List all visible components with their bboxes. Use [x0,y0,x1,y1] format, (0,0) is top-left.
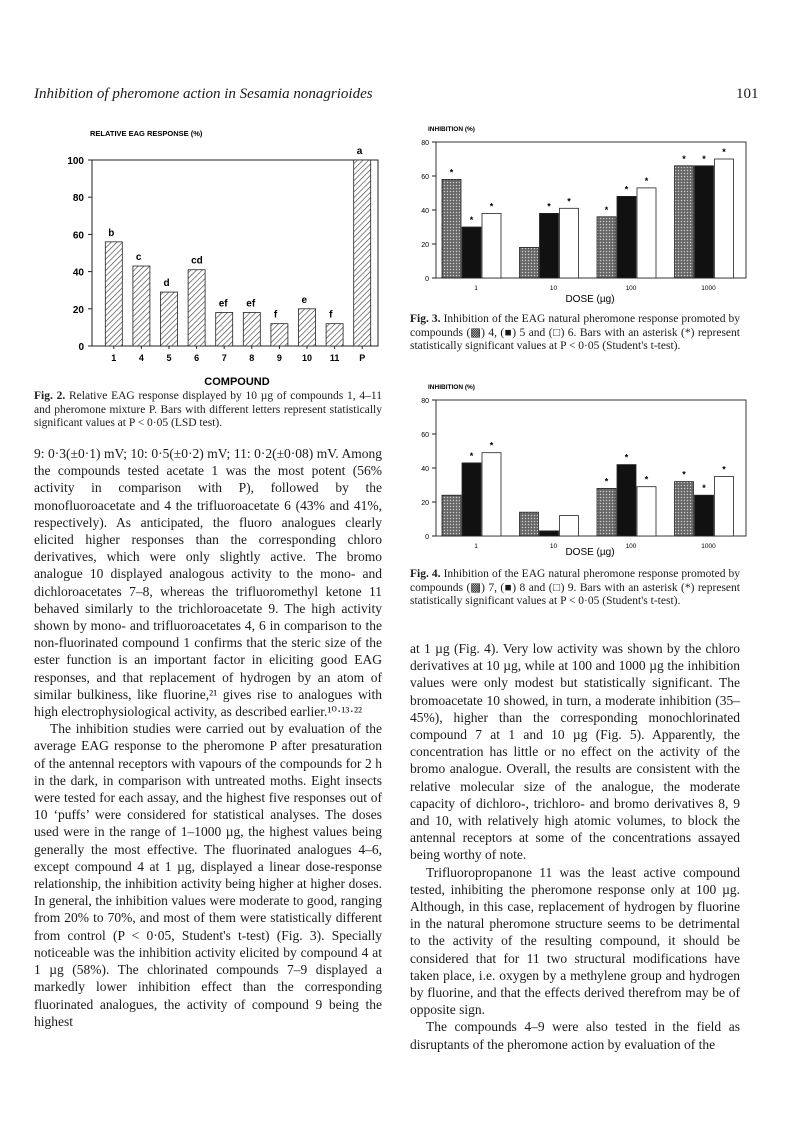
fig2-xtick-label: 9 [276,353,282,363]
fig4-xtick-label: 10 [549,543,558,550]
fig3-bar [597,217,616,278]
fig4-xtick-label: 100 [625,543,637,550]
fig2-bar [161,292,178,346]
fig2-bar [243,313,260,346]
fig4-ytick-label: 0 [425,534,429,541]
fig2-ytick-label: 0 [78,342,84,353]
fig4-significance-asterisk: * [469,450,474,461]
fig4-bar [695,495,714,536]
fig2-xtick-label: 8 [249,353,255,363]
fig2-xtick-label: P [359,353,366,363]
figure-4-chart [408,380,748,560]
fig2-bar-letter: c [135,252,142,264]
fig2-caption-label: Fig. 2. [34,390,66,402]
fig4-xlabel: DOSE (µg) [565,547,615,558]
fig4-ytick-label: 40 [421,466,429,473]
fig3-bar [617,196,636,278]
fig4-ylabel: INHIBITION (%) [428,384,475,391]
fig2-ytick-label: 60 [72,230,84,242]
fig2-bar-letter: e [301,294,308,306]
fig3-bar [520,247,539,278]
left-paragraph-1: 9: 0·3(±0·1) mV; 10: 0·5(±0·2) mV; 11: 0·2(±0·08) mV. Among the compounds tested acetate 1 was the most potent (56% activity in comparison with P), followed by the monofluoroacetate and 4 the trifluoroacetate 6 (43% and 41%, respectively). As anticipated, the fluoro analogues clearly elicited higher responses than the corresponding chloro derivatives, which were only slightly active. The bromo analogue 10 displayed analogous activity to the mono- and dichloroacetates 7–8, whereas the trifluoromethyl ketone 11 behaved similarly to the trichloroacetate 9. The high activity shown by mono- and trifluoroacetates 4, 6 in comparison to the non-fluorinated compound 1 confirms that the steric size of the ester function is an important factor in eliciting good EAG responses, and that replacement of hydrogen by an atom of similar bulkiness, like fluorine,²¹ gives rise to analogues with high electrophysiological activity, as described earlier.¹⁰·¹³·²² [34,446,382,720]
fig3-significance-asterisk: * [469,215,474,225]
fig4-significance-asterisk: * [624,452,629,463]
fig3-bar [462,227,481,278]
fig3-significance-asterisk: * [722,147,726,157]
fig4-significance-asterisk: * [489,440,494,451]
fig2-bar-letter: a [356,146,363,157]
figure-3-chart [408,122,748,307]
fig2-xtick-label: 6 [194,353,200,363]
fig4-bar [520,512,539,536]
fig2-bar [354,160,371,346]
fig3-caption-text: Inhibition of the EAG natural pheromone response promoted by compounds (▩) 4, (■) 5 and (□) 6. Bars with an asterisk (*) represent statistically significant values at P < 0·05 (Student's t-test). [410,313,740,352]
fig2-xtick-label: 4 [138,353,144,363]
running-title: Inhibition of pheromone action in Sesamia nonagrioides [34,86,373,102]
fig3-ytick-label: 20 [421,242,429,249]
fig2-xtick-label: 1 [111,353,117,363]
fig2-caption-text: Relative EAG response displayed by 10 µg of compounds 1, 4–11 and pheromone mixture P. Bars with different letters represent statistically significant values at P < 0·05 (LSD test). [34,390,382,429]
fig2-xtick-label: 11 [329,353,340,363]
fig2-bar [299,309,316,346]
fig4-bar [482,453,501,536]
fig4-bar [637,487,656,536]
fig4-significance-asterisk: * [644,474,649,485]
fig3-xtick-label: 100 [625,285,637,292]
fig3-significance-asterisk: * [624,184,629,195]
fig3-significance-asterisk: * [489,201,494,212]
fig3-bar [540,213,559,278]
right-paragraph-1: at 1 µg (Fig. 4). Very low activity was shown by the chloro derivatives at 10 µg, while at 100 and 1000 µg the inhibition values were only modest but statistically significant. The bromoacetate 10 showed, in turn, a moderate inhibition (35–45%), higher than the corresponding monochlorinated compound 7 at 1 and 10 µg (Fig. 5). Apparently, the concentration has little or no effect on the activity of the bromo analogue. Overall, the results are consistent with the relative molecular size of the analogue, the moderate capacity of dichloro-, trichloro- and bromo derivatives 8, 9 and 10, with relatively high atomic volumes, to block the antennal receptors at some of the concentrations assayed being worthy of note. [410,641,740,863]
fig2-xlabel: COMPOUND [204,376,270,388]
fig4-xtick-label: 1 [474,543,478,550]
fig2-ytick-label: 80 [72,193,84,205]
fig3-significance-asterisk: * [682,153,686,164]
fig2-bar-letter: f [329,309,333,321]
fig2-bar [133,266,150,346]
fig4-bar [560,516,579,536]
left-paragraph-2: The inhibition studies were carried out by evaluation of the average EAG response to the pheromone P after presaturation of the antennal receptors with vapours of the compounds for 2 h in the dark, in comparison with untreated moths. Eight insects were tested for each assay, and the highest five responses out of 10 ‘puffs’ were considered for statistical analyses. The doses used were in the range of 1–1000 µg, the highest values being generally the most effective. The fluorinated analogues 4–6, except compound 4 at 1 µg, displayed a linear dose-response relationship, the inhibition activity being higher at higher doses. In general, the inhibition values were moderate to good, ranging from 20% to 70%, and most of them were statistically different from control (P < 0·05, Student's t-test) (Fig. 3). Specially noticeable was the inhibition activity elicited by compound 4 at 1 µg (58%). The chlorinated compounds 7–9 displayed a markedly lower inhibition effect than the corresponding fluorinated analogues, the activity of compound 9 being the highest [34,721,382,1029]
fig4-ytick-label: 60 [421,432,429,439]
fig3-bar [675,166,694,278]
fig4-significance-asterisk: * [702,483,706,494]
fig3-caption-label: Fig. 3. [410,313,441,325]
fig4-significance-asterisk: * [722,464,726,475]
fig4-bar [462,463,481,536]
fig4-bar [597,488,616,536]
fig2-bar [216,313,233,346]
fig3-bar [482,213,501,278]
fig4-xtick-label: 1000 [701,543,716,550]
fig4-bar [442,495,461,536]
fig4-bar [675,482,694,536]
fig4-bar [617,465,636,536]
figure-3-caption [410,313,740,354]
fig2-bar [326,324,343,346]
fig4-caption-label: Fig. 4. [410,568,441,580]
fig2-ytick-label: 100 [67,156,84,167]
page-number: 101 [736,86,759,102]
fig3-ytick-label: 80 [421,140,429,147]
fig2-bar-letter: ef [246,298,256,310]
fig3-xlabel: DOSE (µg) [565,294,615,305]
fig4-bar [540,531,559,536]
fig2-bar [105,242,122,346]
fig2-ylabel: RELATIVE EAG RESPONSE (%) [90,129,203,138]
fig3-significance-asterisk: * [644,175,649,186]
fig3-ytick-label: 40 [421,208,429,215]
fig3-xtick-label: 1000 [701,285,716,292]
fig3-ytick-label: 0 [425,276,429,283]
fig3-significance-asterisk: * [547,201,551,212]
fig2-xtick-label: 10 [301,353,313,363]
left-column-text [34,445,382,1030]
fig4-caption-text: Inhibition of the EAG natural pheromone response promoted by compounds (▩) 7, (■) 8 and (□) 9. Bars with an asterisk (*) represent statistically significant values at P < 0·05 (Student's t-test). [410,568,740,607]
fig4-ytick-label: 20 [421,500,429,507]
fig3-xtick-label: 1 [474,285,478,292]
fig3-significance-asterisk: * [449,167,454,178]
figure-2-chart [30,125,380,395]
fig2-xtick-label: 7 [221,353,227,363]
figure-2-caption [34,390,382,431]
fig3-bar [695,166,714,278]
right-paragraph-3: The compounds 4–9 were also tested in the field as disruptants of the pheromone action by evaluation of the [410,1019,740,1052]
figure-4-caption [410,568,740,609]
fig3-significance-asterisk: * [702,153,706,164]
right-paragraph-2: Trifluoropropanone 11 was the least active compound tested, inhibiting the pheromone response only at 100 µg. Although, in this case, replacement of hydrogen by fluorine in the natural pheromone structure seems to be detrimental to the activity of the resulting compound, it should be considered that for 11 two structural modifications have taken place, i.e. oxygen by a methylene group and hydrogen by fluorine, and that the effects derived therefrom may be of opposite sign. [410,864,740,1018]
fig2-xtick-label: 5 [166,353,172,363]
fig3-bar [715,159,734,278]
fig2-bar-letter: cd [191,255,203,267]
fig2-bar [188,270,205,346]
fig3-significance-asterisk: * [604,204,609,215]
fig4-bar [715,477,734,537]
fig3-bar [560,208,579,278]
fig3-ytick-label: 60 [421,174,429,181]
fig4-ytick-label: 80 [421,398,429,405]
fig4-significance-asterisk: * [682,469,686,480]
fig2-bar-letter: f [273,309,278,321]
fig4-significance-asterisk: * [604,476,609,487]
fig3-bar [442,179,461,278]
fig2-ytick-label: 20 [72,304,84,316]
fig2-bar-letter: ef [218,298,228,310]
fig2-ytick-label: 40 [72,267,84,279]
fig2-bar [271,324,288,346]
fig2-bar-letter: d [163,278,170,290]
right-column-text [410,640,740,1053]
fig3-ylabel: INHIBITION (%) [428,126,475,133]
fig3-significance-asterisk: * [567,196,571,207]
fig2-bar-letter: b [108,227,115,239]
fig3-bar [637,188,656,278]
fig3-xtick-label: 10 [549,285,558,292]
